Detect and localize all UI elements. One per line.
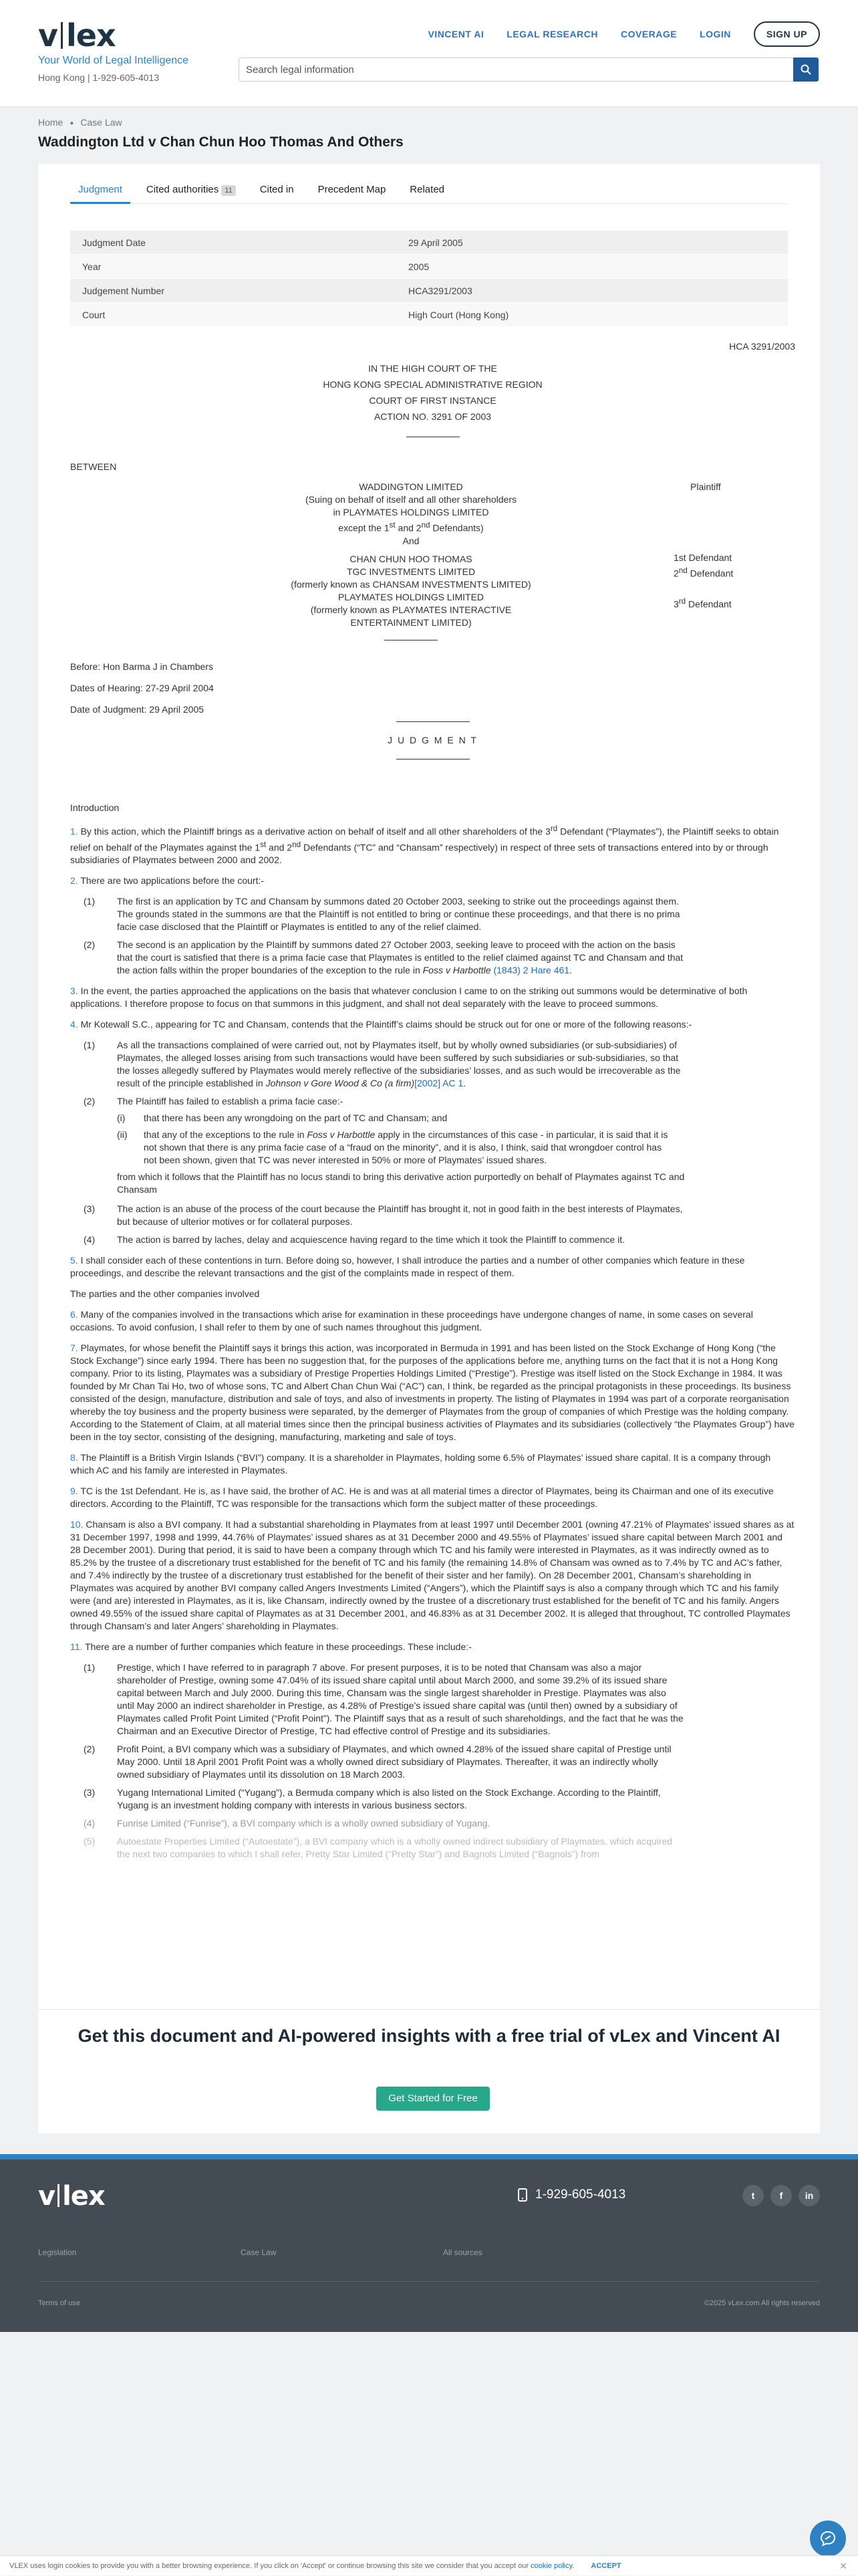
paragraph-6	[70, 1308, 795, 1334]
court-line: COURT OF FIRST INSTANCE	[369, 395, 496, 406]
court-line: HONG KONG SPECIAL ADMINISTRATIVE REGION	[323, 379, 543, 390]
contact-info: Hong Kong | 1-929-605-4013	[38, 72, 160, 83]
cited-count-badge: 11	[221, 185, 235, 196]
text: .	[463, 1078, 466, 1089]
linkedin-icon[interactable]: in	[799, 2185, 820, 2206]
item-label: (4)	[84, 1234, 96, 1246]
paragraph-5	[70, 1254, 795, 1280]
sub-item	[70, 1203, 795, 1228]
sub-item	[70, 1095, 795, 1200]
party-name: WADDINGTON LIMITED	[359, 481, 463, 492]
item-label: (5)	[84, 1836, 96, 1847]
tab-cited-in[interactable]: Cited in	[259, 184, 294, 195]
hearing-info	[70, 656, 214, 720]
text: Yugang International Limited (“Yugang”), a Bermuda company which is also listed on the Stock Exchange. According to the Plaintiff, Yugang is an investment holding company with interests in various business sectors.	[117, 1787, 661, 1811]
sub-item	[70, 1661, 795, 1738]
vlex-logo[interactable]: v lex	[38, 17, 116, 53]
item-label: (1)	[84, 1662, 96, 1673]
text	[117, 1095, 685, 1200]
party-name: PLAYMATES HOLDINGS LIMITED	[337, 591, 484, 602]
text: that any of the exceptions to the rule in	[144, 1129, 307, 1141]
sub-item	[70, 1234, 795, 1246]
meta-key: Judgement Number	[82, 285, 164, 296]
party-detail: (formerly known as CHANSAM INVESTMENTS LIMITED)	[291, 578, 531, 590]
tab-cited-authorities-label: Cited authorities	[146, 184, 219, 195]
text: There are a number of further companies which feature in these proceedings. These include:-	[82, 1641, 472, 1653]
text: Playmates, for whose benefit the Plaintiff says it brings this action, was incorporated in Bermuda in 1991 and has been listed on the Stock Exchange of Hong Kong (“the Stock Exchange”) since early 1994. There has been no suggestion that, for the purposes of the applications before me, anything turns on the fact that it is not a Hong Kong company. Prior to its listing, Playmates was a subsidiary of Prestige Properties Holdings Limited (“Prestige”). Prestige was itself listed on the Stock Exchange in 1984. It was founded by Mr Chan Tai Ho, two of whose sons, TC and Albert Chan Chun Wai (“AC”) can, I think, be regarded as the principal protagonists in these proceedings. Its business consisted of the design, manufacture, distribution and sale of toys, and also of investments in property. The listing of Playmates in 1994 was part of a corporate reorganisation whereby the toy business and the property business were separated, by the demerger of Playmates from the group of companies of which Prestige was the holding company. According to the Statement of Claim, at all material times since then the principal business activities of Playmates and its subsidiaries (collectively “the Playmates Group”) have been in the toy sector, consisting of the designing, manufacturing, marketing and sale of toys.	[70, 1342, 795, 1443]
item-label: (3)	[84, 1203, 96, 1215]
metadata-table	[70, 231, 788, 327]
text: and 2	[266, 842, 293, 853]
text: Defendants)	[430, 522, 484, 534]
court-line: IN THE HIGH COURT OF THE	[368, 363, 497, 374]
sub-item	[70, 895, 795, 933]
meta-row	[70, 231, 788, 255]
text: In the event, the parties approached the applications on the basis that whatever conclusion I came to on the striking out summons would be determinative of both applications. I therefore propose to focus on that summons in this judgment, and shall not deal separately with the leave to proceed summons.	[70, 985, 748, 1010]
nav-legal-research[interactable]: LEGAL RESEARCH	[507, 29, 598, 39]
citation-link[interactable]: [2002] AC 1	[414, 1078, 464, 1089]
tab-judgment[interactable]: Judgment	[70, 177, 130, 204]
search-bar	[239, 57, 819, 82]
item-label: (4)	[84, 1818, 96, 1829]
paragraph-7	[70, 1342, 795, 1443]
party-name: CHAN CHUN HOO THOMAS	[349, 553, 472, 564]
party-detail: ENTERTAINMENT LIMITED)	[350, 616, 472, 628]
document-tabs	[70, 177, 788, 204]
judgment-heading-block	[70, 721, 795, 759]
close-icon[interactable]: ✕	[839, 2561, 847, 2571]
sub-item	[70, 1039, 795, 1090]
text	[117, 939, 685, 977]
phone-number: 1-929-605-4013	[535, 2188, 626, 2202]
court-header	[70, 360, 795, 437]
party-detail: in PLAYMATES HOLDINGS LIMITED	[333, 507, 489, 517]
text: The second is an application by the Plaintiff by summons dated 27 October 2003, seeking leave to proceed with the action on the basis that the court is satisfied that there is a prima facie case that Playmates is entitled to the relief claimed against TC and Chansam and that the action falls within the proper boundaries of the exception to the rule in	[117, 939, 684, 976]
meta-row	[70, 279, 788, 303]
text: Many of the companies involved in the transactions which arise for examination in these proceedings have undergone changes of name, in some cases on several occasions. To avoid confusion, I shall refer to them by one of such names throughout this judgment.	[70, 1309, 753, 1333]
paragraph-8	[70, 1451, 795, 1477]
divider	[396, 721, 470, 722]
between-label: BETWEEN	[70, 461, 117, 472]
judgment-heading: J U D G M E N T	[388, 735, 478, 745]
text: 3	[674, 598, 679, 610]
text	[117, 1039, 685, 1090]
paragraph-number: 7.	[70, 1342, 78, 1354]
get-started-button[interactable]: Get Started for Free	[376, 2087, 490, 2111]
tab-related[interactable]: Related	[410, 184, 444, 195]
breadcrumb	[38, 117, 122, 128]
paragraph-3	[70, 985, 795, 1010]
cta-title: Get this document and AI-powered insights with a free trial of vLex and Vincent AI	[78, 2026, 780, 2046]
cookie-accept-button[interactable]: ACCEPT	[591, 2562, 621, 2570]
parties-block	[257, 481, 565, 640]
case-reference: HCA 3291/2003	[729, 341, 795, 352]
text: Funrise Limited (“Funrise”), a BVI company which is a wholly owned subsidiary of Yugang.	[117, 1818, 490, 1829]
text: 2	[674, 568, 679, 579]
item-label: (2)	[84, 1096, 96, 1107]
text: st	[389, 521, 396, 530]
footer-link-all-sources[interactable]: All sources	[443, 2248, 482, 2257]
search-icon	[801, 64, 811, 75]
text: There are two applications before the court:-	[78, 875, 265, 887]
cookie-text: VLEX uses login cookies to provide you with a better browsing experience. If you click on 'Accept' or continue browsing this site we consider that you accept our	[9, 2562, 529, 2570]
text	[144, 1129, 672, 1167]
paragraph-9	[70, 1485, 795, 1510]
text: TC is the 1st Defendant. He is, as I have said, the brother of AC. He is and was at all material times a director of Playmates, being its Chairman and one of its executive directors. According to the Plaintiff, TC was responsible for the transactions which form the subject matter of these proceedings.	[70, 1486, 774, 1510]
meta-key: Year	[82, 261, 102, 272]
footer-divider	[38, 2281, 820, 2282]
cookie-policy-link[interactable]: cookie policy.	[531, 2562, 575, 2570]
text: that there has been any wrongdoing on the part of TC and Chansam; and	[144, 1113, 448, 1124]
meta-value: HCA3291/2003	[408, 285, 472, 296]
text: apply in the circumstances of this case - in particular, it is said that it is not shown that there is any prima facie case of a “fraud on the minority”, and it is also, I think, said that wrongdoer control has not been shown, given that TC was never interested in 50% or more of Playmates’ issued shares.	[144, 1129, 668, 1166]
text: Autoestate Properties Limited (“Autoestate”), a BVI company which is a wholly owned indirect subsidiary of Playmates, which acquired the next two companies to which I shall refer, Pretty Star Limited (“Pretty Star”) and Bagnols Limited (“Bagnols”) from	[117, 1836, 673, 1860]
text: Chansam is also a BVI company. It had a substantial shareholding in Playmates from at least 1997 until December 2001 (owning 47.21% of Playmates’ issued shares as at 31 December 1997, 1998 and 1999, 44.76% of Playmates’ issued shares as at 31 December 2000 and 49.55% of Playmates’ issued share capital between March 2001 and 28 December 2001). During that period, it is said to have been a company through which TC and his family were interested in Playmates, as it was indirectly owned as to 85.2% by the trustee of a discretionary trust established for the benefit of TC and his family (the remaining 14.8% of Chansam was owned as to 7.4% by TC and AC’s father, and 7.4% indirectly by the trustee of a discretionary trust established for the benefit of their sister and her family). On 28 December 2001, Chansam’s shareholding in Playmates was acquired by another BVI company called Angers Investments Limited (“Angers”), which the Plaintiff says is also a company through which TC and his family were (and are) interested in Playmates, as it is, like Chansam, indirectly owned by the trustee of a discretionary trust established for the benefit of TC and his family. Angers owned 49.55% of the issued share capital of Playmates as at 31 December 2001, and 46.83% as at 31 December 2002. It is alleged that throughout, TC controlled Playmates through Chansam’s and later Angers’ shareholding in Playmates.	[70, 1519, 795, 1632]
sub-item	[70, 1817, 795, 1830]
footer-phone[interactable]	[518, 2188, 625, 2202]
footer-link-case-law[interactable]: Case Law	[241, 2248, 277, 2257]
meta-key: Court	[82, 310, 106, 320]
footer-accent-bar	[0, 2154, 858, 2159]
and-separator: And	[402, 535, 420, 546]
paragraph-number: 6.	[70, 1309, 78, 1320]
tab-cited-authorities[interactable]	[138, 177, 244, 204]
section-heading: The parties and the other companies involved	[70, 1288, 260, 1300]
text: nd	[678, 566, 688, 575]
paragraph-10	[70, 1518, 795, 1633]
breadcrumb-case-law[interactable]: Case Law	[80, 117, 122, 128]
item-label: (i)	[117, 1113, 126, 1124]
party-name: TGC INVESTMENTS LIMITED	[346, 566, 476, 577]
text: except the 1	[338, 522, 390, 534]
text: .	[569, 965, 572, 976]
paragraph-number: 8.	[70, 1452, 78, 1463]
text: The Plaintiff has failed to establish a prima facie case:-	[117, 1096, 343, 1107]
text: As all the transactions complained of were carried out, not by Playmates itself, but by wholly owned subsidiaries (or sub-subsidiaries) of Playmates, the alleged losses arising from such transactions would have been suffered by such subsidiaries or sub-subsidiaries, so that the losses allegedly suffered by Playmates would merely reflective of the subsidiaries’ losses, and as such would be irrecoverable as the result of the principle established in	[117, 1040, 681, 1089]
party-detail	[257, 519, 565, 535]
breadcrumb-home[interactable]: Home	[38, 117, 63, 128]
cookie-banner	[0, 2555, 858, 2575]
item-label: (ii)	[117, 1129, 128, 1141]
footer-logo[interactable]: v lex	[38, 2181, 105, 2212]
paragraph-number: 1.	[70, 826, 78, 837]
text: Prestige, which I have referred to in paragraph 7 above. For present purposes, it is to be noted that Chansam was also a major shareholder of Prestige, owning some 47.04% of its issued share capital until about March 2000, and some 39.2% of its issued share capital between March and July 2000. During this time, Chansam was the single largest shareholder in Prestige. Playmates was also until May 2000 an indirect shareholder in Prestige, as 4.28% of Prestige’s issued share capital was (until then) owned by a subsidiary of Playmates called Profit Point Limited (“Profit Point”). The Plaintiff says that as a result of such shareholdings, and the fact that he was the Chairman and an Executive Director of Prestige, TC had effective control of Prestige and its subsidiaries.	[117, 1662, 684, 1737]
paragraph-4	[70, 1018, 795, 1031]
paragraph-11	[70, 1641, 795, 1653]
paragraph-number: 2.	[70, 875, 78, 887]
case-name: Foss v Harbottle	[307, 1129, 376, 1141]
nav-coverage[interactable]: COVERAGE	[620, 29, 678, 39]
sub-item	[70, 1743, 795, 1781]
divider	[38, 2009, 820, 2010]
text: and 2	[395, 522, 422, 534]
section-heading: Introduction	[70, 802, 120, 813]
item-label: (2)	[84, 1744, 96, 1755]
text: Defendant	[687, 568, 734, 579]
text: rd	[678, 597, 686, 606]
role-3rd-defendant	[674, 595, 732, 611]
social-links	[742, 2185, 820, 2206]
paragraph-number: 9.	[70, 1486, 78, 1497]
paragraph-number: 3.	[70, 985, 78, 997]
paragraph-number: 5.	[70, 1255, 78, 1266]
text: Defendant	[686, 598, 732, 610]
case-name: Foss v Harbottle	[422, 965, 491, 976]
nav-vincent-ai[interactable]: VINCENT AI	[428, 29, 484, 39]
sub-item	[70, 1835, 795, 1861]
text: The first is an application by TC and Chansam by summons dated 20 October 2003, seeking to strike out the proceedings against them. The grounds stated in the summons are that the Plaintiff is not entitled to bring or continue these proceedings, and that there is no prima facie case disclosed that the Plaintiff or Playmates is entitled to any of the relief claimed.	[117, 896, 680, 933]
paragraph-2	[70, 874, 795, 887]
item-label: (3)	[84, 1787, 96, 1798]
chat-icon	[819, 2530, 837, 2547]
item-label: (2)	[84, 939, 96, 951]
document-card	[38, 164, 820, 2133]
text: Defendants (“TC” and “Chansam” respectively) in respect of three sets of transactions entered into by or through subsidiaries of Playmates between 2000 and 2002.	[70, 842, 768, 866]
text: The action is an abuse of the process of the court because the Plaintiff has brought it, not in good faith in the best interests of Playmates, but because of ulterior motives or for collateral purposes.	[117, 1203, 683, 1227]
text: st	[260, 840, 267, 849]
search-input[interactable]	[239, 58, 794, 81]
judge-line: Before: Hon Barma J in Chambers	[70, 661, 213, 672]
copyright: ©2025 vLex.com All rights reserved	[704, 2299, 820, 2307]
meta-key: Judgment Date	[82, 237, 146, 248]
role-2nd-defendant	[674, 564, 733, 580]
phone-icon	[518, 2188, 527, 2202]
judgment-text	[70, 802, 795, 1866]
sub-sub-item	[117, 1129, 685, 1167]
sub-item	[70, 939, 795, 977]
meta-value: 29 April 2005	[408, 237, 463, 248]
role-plaintiff: Plaintiff	[690, 481, 721, 492]
text: nd	[292, 840, 301, 849]
item-label: (1)	[84, 896, 96, 907]
paragraph-number: 10.	[70, 1519, 84, 1530]
judgment-body	[70, 340, 795, 1931]
item-label: (1)	[84, 1040, 96, 1051]
case-name: Johnson v Gore Wood & Co (a firm)	[265, 1078, 415, 1089]
meta-value: 2005	[408, 261, 430, 272]
judgment-date-line: Date of Judgment: 29 April 2005	[70, 704, 204, 715]
action-number: ACTION NO. 3291 OF 2003	[374, 411, 492, 422]
role-1st-defendant: 1st Defendant	[674, 552, 732, 563]
text: Defendant (“Playmates”), the Plaintiff seeks to obtain relief on behalf of the Playmates against the 1	[70, 826, 779, 853]
text: The Plaintiff is a British Virgin Islands (“BVI”) company. It is a shareholder in Playmates, holding some 6.5% of Playmates’ issued share capital. It is a company through which AC and his family are interested in Playmates.	[70, 1452, 771, 1476]
meta-row	[70, 255, 788, 279]
tab-precedent-map[interactable]: Precedent Map	[317, 184, 386, 195]
text: By this action, which the Plaintiff brings as a derivative action on behalf of itself and all other shareholders of the 3	[78, 826, 551, 837]
text: Mr Kotewall S.C., appearing for TC and Chansam, contends that the Plaintiff’s claims should be struck out for one or more of the following reasons:-	[78, 1019, 692, 1030]
citation-link[interactable]: (1843) 2 Hare 461	[493, 965, 570, 976]
party-detail: (Suing on behalf of itself and all other shareholders	[305, 494, 517, 505]
sub-sub-item	[117, 1112, 685, 1125]
chat-button[interactable]	[810, 2521, 846, 2557]
paragraph-1	[70, 822, 795, 866]
footer-link-legislation[interactable]: Legislation	[38, 2248, 77, 2257]
page-title: Waddington Ltd v Chan Chun Hoo Thomas And Others	[38, 134, 404, 150]
signup-button[interactable]: SIGN UP	[754, 21, 820, 47]
party-detail: (formerly known as PLAYMATES INTERACTIVE	[310, 604, 512, 615]
paragraph-number: 4.	[70, 1019, 78, 1030]
hearing-dates: Dates of Hearing: 27-29 April 2004	[70, 683, 214, 693]
text: Profit Point, a BVI company which was a subsidiary of Playmates, and which owned 4.28% of the issued share capital of Prestige until May 2000. Until 18 April 2001 Profit Point was a wholly owned direct subsidiary of Playmates. Thereafter, it was an indirectly wholly owned subsidiary of Playmates until its dissolution on 18 March 2003.	[117, 1744, 672, 1780]
nav-login[interactable]: LOGIN	[700, 29, 731, 39]
terms-link[interactable]: Terms of use	[38, 2299, 80, 2307]
meta-row	[70, 303, 788, 327]
text: from which it follows that the Plaintiff has no locus standi to bring this derivative action purportedly on behalf of Playmates against TC and Chansam	[117, 1171, 685, 1195]
search-button[interactable]	[793, 57, 819, 82]
breadcrumb-separator: ●	[69, 120, 74, 127]
text: I shall consider each of these contentions in turn. Before doing so, however, I shall introduce the parties and a number of other companies which feature in these proceedings, and describe the relevant transactions and the gist of the complaints made in respect of them.	[70, 1255, 745, 1279]
tagline: Your World of Legal Intelligence	[38, 55, 189, 66]
text: nd	[421, 521, 430, 530]
text: rd	[550, 824, 558, 833]
top-nav	[428, 21, 820, 47]
site-header	[0, 0, 858, 107]
paragraph-number: 11.	[70, 1641, 83, 1653]
footer-links	[38, 2248, 646, 2257]
text: The action is barred by laches, delay and acquiescence having regard to the time which it took the Plaintiff to commence it.	[117, 1234, 625, 1246]
twitter-icon[interactable]: t	[742, 2185, 764, 2206]
sub-item	[70, 1786, 795, 1812]
site-footer	[0, 2154, 858, 2332]
meta-value: High Court (Hong Kong)	[408, 310, 509, 320]
facebook-icon[interactable]: f	[770, 2185, 792, 2206]
